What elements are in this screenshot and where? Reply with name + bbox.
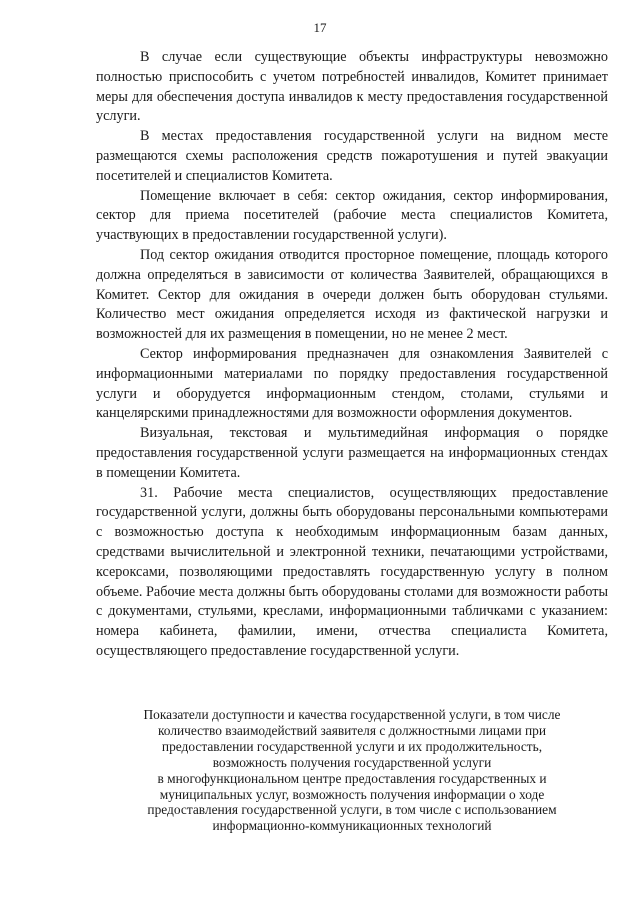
heading-line: информационно-коммуникационных технологий bbox=[212, 818, 492, 834]
paragraph: Помещение включает в себя: сектор ожидания, сектор информирования, сектор для приема посетителей (рабочие места специалистов Комитета, участвующих в предоставлении государственной услуги). bbox=[96, 187, 608, 244]
paragraph: Сектор информирования предназначен для ознакомления Заявителей с информационными материалами по порядку предоставления государственной услуги и оборудуется информационным стендом, столами, стульями и канцелярскими принадлежностями для возможности оформления документов. bbox=[96, 345, 608, 422]
section-heading bbox=[96, 707, 608, 834]
heading-line: в многофункциональном центре предоставления государственных и bbox=[157, 770, 547, 786]
paragraph: В случае если существующие объекты инфраструктуры невозможно полностью приспособить с учетом потребностей инвалидов, Комитет принимает меры для обеспечения доступа инвалидов к месту предоставления государственной услуги. bbox=[96, 49, 608, 125]
heading-line: Показатели доступности и качества государственной услуги, в том числе bbox=[143, 707, 561, 722]
heading-line: количество взаимодействий заявителя с должностными лицами при bbox=[157, 722, 547, 738]
paragraph: В местах предоставления государственной услуги на видном месте размещаются схемы расположения средств пожаротушения и путей эвакуации посетителей и специалистов Комитета. bbox=[96, 128, 608, 184]
page-number: 17 bbox=[313, 20, 327, 35]
paragraph: 31. Рабочие места специалистов, осуществляющих предоставление государственной услуги, должны быть оборудованы персональными компьютерами с возможностью доступа к необходимым информационным базам данных, средствами вычислительной и электронной техники, печатающими устройствами, ксероксами, позволяющими предоставлять государственную услугу в полном объеме. Рабочие места должны быть оборудованы столами для возможности работы с документами, стульями, креслами, информационными табличками с указанием: номера кабинета, фамилии, имени, отчества специалиста Комитета, осуществляющего предоставление государственной услуги. bbox=[96, 484, 608, 659]
heading-line: предоставления государственной услуги, в том числе с использованием bbox=[147, 802, 557, 818]
body-text bbox=[96, 48, 608, 662]
paragraph: Визуальная, текстовая и мультимедийная информация о порядке предоставления государственной услуги размещается на информационных стендах в помещении Комитета. bbox=[96, 425, 608, 481]
heading-line: муниципальных услуг, возможность получения информации о ходе bbox=[159, 786, 545, 802]
heading-line: предоставлении государственной услуги и их продолжительность, bbox=[161, 738, 543, 754]
paragraph: Под сектор ожидания отводится просторное помещение, площадь которого должна определяться в зависимости от количества Заявителей, обращающихся в Комитет. Сектор для ожидания в очереди должен быть оборудован стульями. Количество мест ожидания определяется исходя из фактической нагрузки и возможностей для их размещения в помещении, но не менее 2 мест. bbox=[96, 246, 608, 343]
heading-line: возможность получения государственной услуги bbox=[212, 754, 492, 770]
